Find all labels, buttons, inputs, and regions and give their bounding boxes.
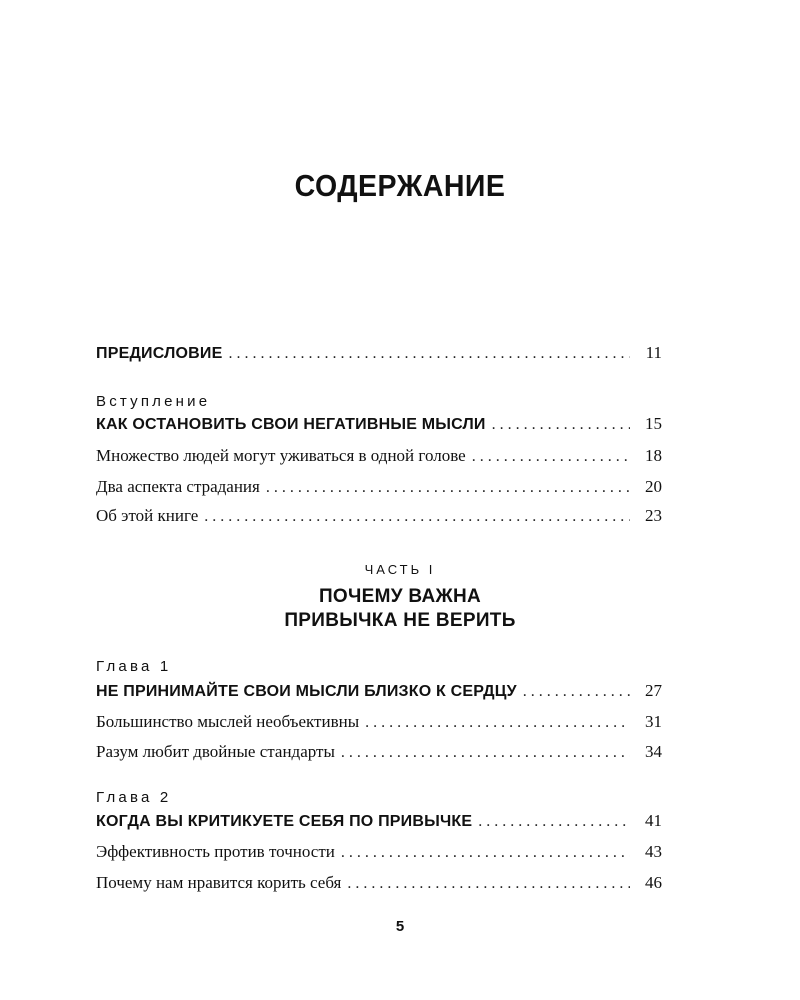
toc-section[interactable] bbox=[96, 446, 662, 466]
toc-section-title: Большинство мыслей необъективны bbox=[96, 712, 360, 731]
dot-leader bbox=[347, 875, 630, 893]
toc-section-page: 20 bbox=[645, 477, 662, 496]
intro-label: Вступление bbox=[96, 393, 211, 410]
toc-entry-page: 15 bbox=[645, 414, 662, 433]
dot-leader bbox=[341, 844, 630, 862]
toc-section-page: 31 bbox=[645, 712, 662, 731]
page-title: СОДЕРЖАНИЕ bbox=[294, 168, 506, 203]
toc-section[interactable] bbox=[96, 712, 662, 732]
toc-entry-chapter[interactable] bbox=[96, 811, 662, 831]
toc-section-page: 43 bbox=[645, 842, 662, 861]
page-number: 5 bbox=[395, 918, 405, 935]
toc-section[interactable] bbox=[96, 742, 662, 762]
toc-entry-intro[interactable] bbox=[96, 414, 662, 434]
toc-entry-preface[interactable] bbox=[96, 343, 662, 363]
toc-entry-title: ПРЕДИСЛОВИЕ bbox=[96, 345, 223, 362]
toc-section-title: Почему нам нравится корить себя bbox=[96, 873, 342, 892]
chapter-label: Глава 1 bbox=[96, 658, 172, 675]
dot-leader bbox=[472, 448, 630, 466]
toc-entry-page: 11 bbox=[645, 343, 662, 362]
toc-entry-title: НЕ ПРИНИМАЙТЕ СВОИ МЫСЛИ БЛИЗКО К СЕРДЦУ bbox=[96, 683, 517, 700]
part-title-line-2: ПРИВЫЧКА НЕ ВЕРИТЬ bbox=[284, 610, 516, 631]
toc-entry-page: 27 bbox=[645, 681, 662, 700]
dot-leader bbox=[341, 744, 630, 762]
toc-section-page: 23 bbox=[645, 506, 662, 525]
dot-leader bbox=[523, 683, 630, 701]
toc-section-title: Два аспекта страдания bbox=[96, 477, 260, 496]
dot-leader bbox=[492, 416, 630, 434]
toc-section[interactable] bbox=[96, 842, 662, 862]
toc-section-page: 18 bbox=[645, 446, 662, 465]
toc-entry-title: КОГДА ВЫ КРИТИКУЕТЕ СЕБЯ ПО ПРИВЫЧКЕ bbox=[96, 813, 473, 830]
chapter-label: Глава 2 bbox=[96, 789, 172, 806]
toc-section-title: Множество людей могут уживаться в одной голове bbox=[96, 446, 466, 465]
toc-section-page: 46 bbox=[645, 873, 662, 892]
part-title-line-1: ПОЧЕМУ ВАЖНА bbox=[318, 586, 482, 607]
toc-section-title: Об этой книге bbox=[96, 506, 199, 525]
toc-entry-chapter[interactable] bbox=[96, 681, 662, 701]
part-label: ЧАСТЬ I bbox=[364, 562, 436, 577]
dot-leader bbox=[229, 345, 631, 363]
toc-section[interactable] bbox=[96, 506, 662, 526]
dot-leader bbox=[204, 508, 630, 526]
toc-section-page: 34 bbox=[645, 742, 662, 761]
toc-section-title: Эффективность против точности bbox=[96, 842, 335, 861]
toc-entry-title: КАК ОСТАНОВИТЬ СВОИ НЕГАТИВНЫЕ МЫСЛИ bbox=[96, 416, 486, 433]
dot-leader bbox=[478, 813, 630, 831]
toc-section[interactable] bbox=[96, 477, 662, 497]
dot-leader bbox=[365, 714, 630, 732]
toc-entry-page: 41 bbox=[645, 811, 662, 830]
toc-section[interactable] bbox=[96, 873, 662, 893]
dot-leader bbox=[266, 479, 630, 497]
toc-section-title: Разум любит двойные стандарты bbox=[96, 742, 335, 761]
